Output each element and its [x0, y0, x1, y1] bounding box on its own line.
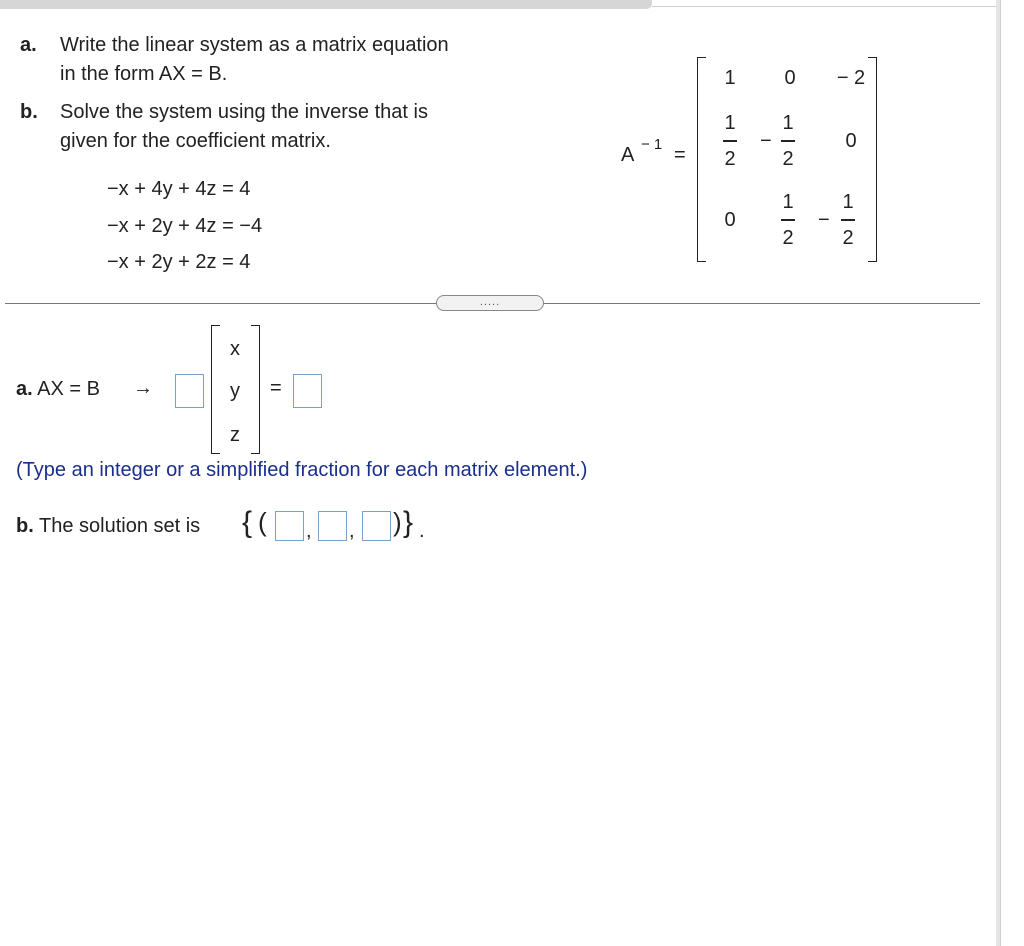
equation-3: −x + 2y + 2z = 4 [107, 251, 251, 273]
inverse-r2c1-numerator: 1 [724, 112, 736, 134]
inverse-r3c3-numerator: 1 [842, 191, 854, 213]
inverse-r2c2-fraction-bar [781, 140, 795, 142]
vector-z: z [230, 424, 240, 446]
answer-a-expression: AX = B [37, 378, 100, 400]
top-divider [652, 6, 996, 7]
inverse-r1c1: 1 [724, 67, 736, 89]
inverse-r3c3-fraction-bar [841, 219, 855, 221]
inverse-r2c3: 0 [845, 130, 857, 152]
inverse-r2c1-fraction-bar [723, 140, 737, 142]
inverse-r2c2-numerator: 1 [782, 112, 794, 134]
matrix-b-input[interactable] [293, 374, 322, 408]
solution-brace-open: { [242, 506, 253, 539]
answer-a-label [16, 378, 100, 401]
arrow-icon: → [133, 377, 153, 399]
inverse-r3c3-denominator: 2 [842, 227, 854, 249]
top-scroll-bar [0, 0, 652, 9]
inverse-r2c1-denominator: 2 [724, 148, 736, 170]
answer-b-text: The solution set is [38, 515, 201, 537]
inverse-r2c2-sign: − [760, 130, 772, 152]
part-b-line2: given for the coefficient matrix. [60, 130, 331, 152]
part-b-letter: b. [20, 101, 38, 123]
inverse-r3c1: 0 [724, 209, 736, 231]
solution-comma-1: , [306, 520, 312, 542]
matrix-equals: = [270, 377, 282, 399]
part-a-instruction [20, 34, 37, 57]
matrix-a-input[interactable] [175, 374, 204, 408]
inverse-left-bracket [697, 57, 706, 262]
part-b-line1: Solve the system using the inverse that is [60, 101, 428, 123]
inverse-r3c2-numerator: 1 [782, 191, 794, 213]
inverse-r3c2-fraction-bar [781, 219, 795, 221]
vector-x: x [230, 338, 240, 360]
right-scrollbar[interactable] [1000, 0, 1024, 946]
inverse-r2c2-denominator: 2 [782, 148, 794, 170]
inverse-r3c3-sign: − [818, 209, 830, 231]
equation-1: −x + 4y + 4z = 4 [107, 178, 251, 200]
answer-b-letter: b. [16, 515, 34, 537]
inverse-r1c3: − 2 [836, 67, 866, 89]
expand-more-button[interactable]: ..... [436, 295, 544, 311]
vector-y: y [230, 380, 240, 402]
solution-comma-2: , [349, 520, 355, 542]
solution-period: . [419, 520, 425, 542]
solution-paren-close: ) [393, 507, 402, 537]
part-b-instruction [20, 101, 38, 124]
solution-paren-open: ( [258, 507, 267, 537]
inverse-label-a: A [621, 144, 635, 166]
inverse-r1c2: 0 [784, 67, 796, 89]
answer-hint: (Type an integer or a simplified fraction for each matrix element.) [16, 459, 588, 481]
solution-y-input[interactable] [318, 511, 347, 541]
solution-x-input[interactable] [275, 511, 304, 541]
solution-brace-close: } [403, 506, 414, 539]
solution-z-input[interactable] [362, 511, 391, 541]
part-a-letter: a. [20, 34, 37, 56]
inverse-label-exponent: − 1 [641, 136, 663, 153]
part-a-line1: Write the linear system as a matrix equation [60, 34, 449, 56]
answer-a-letter: a. [16, 378, 33, 400]
inverse-label-equals: = [674, 144, 686, 166]
answer-b-label [16, 515, 200, 538]
inverse-r3c2-denominator: 2 [782, 227, 794, 249]
equation-2: −x + 2y + 4z = −4 [107, 215, 263, 237]
part-a-line2: in the form AX = B. [60, 63, 228, 85]
